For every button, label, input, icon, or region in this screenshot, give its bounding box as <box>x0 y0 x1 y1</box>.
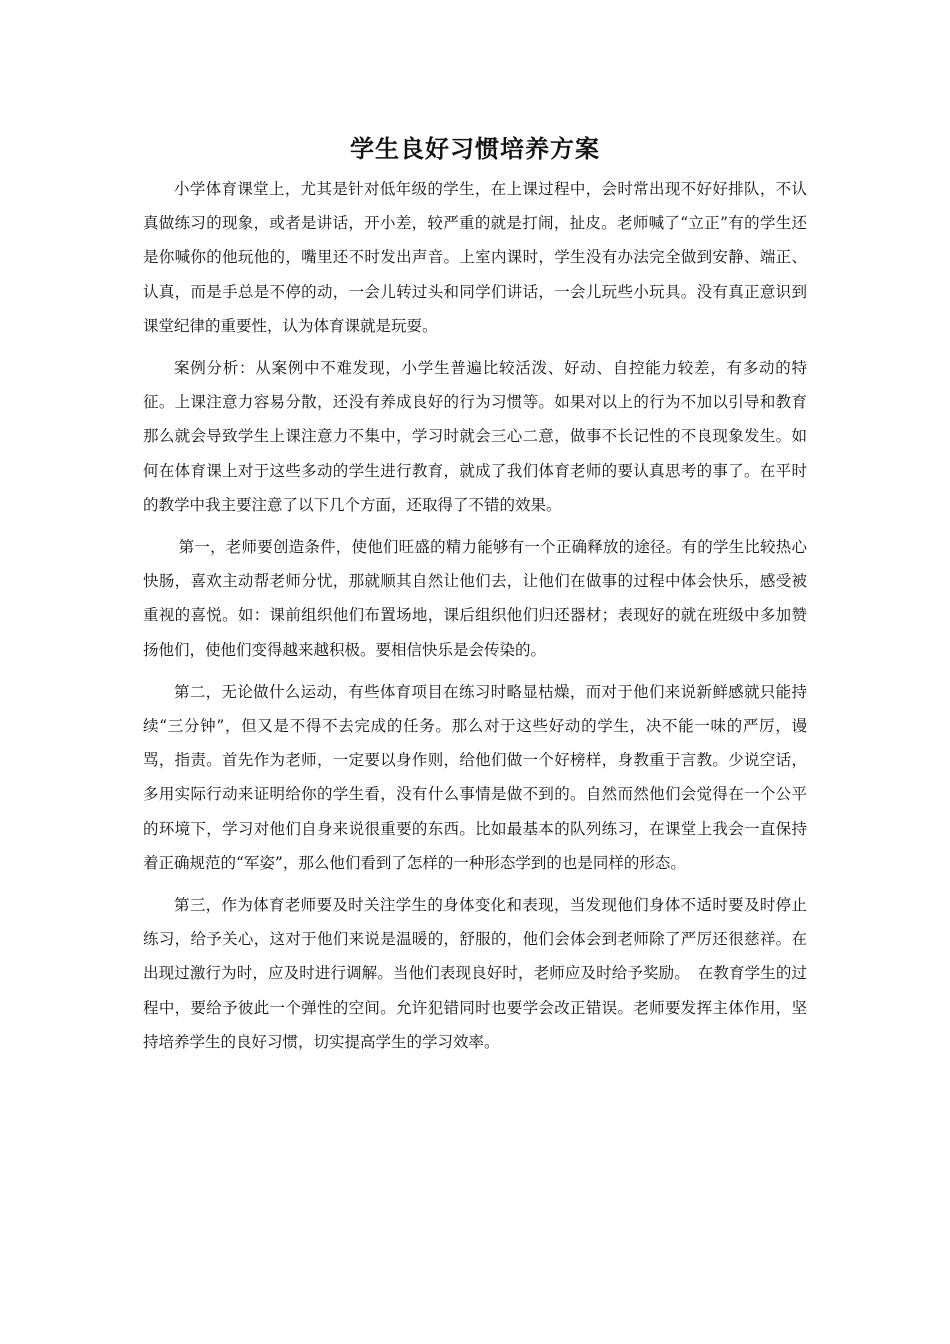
document-body <box>143 172 807 1067</box>
document-title: 学生良好习惯培养方案 <box>350 135 600 163</box>
paragraph-case-analysis: 案例分析：从案例中不难发现，小学生普遍比较活泼、好动、自控能力较差，有多动的特征。上课注意力容易分散，还没有养成良好的行为习惯等。如果对以上的行为不加以引导和教育那么就会导致学生上课注意力不集中，学习时就会三心二意，做事不长记性的不良现象发生。如何在体育课上对于这些多动的学生进行教育，就成了我们体育老师的要认真思考的事了。在平时的教学中我主要注意了以下几个方面，还取得了不错的效果。 <box>143 359 807 514</box>
paragraph-intro: 小学体育课堂上，尤其是针对低年级的学生，在上课过程中，会时常出现不好好排队，不认真做练习的现象，或者是讲话，开小差，较严重的就是打闹，扯皮。老师喊了“立正”有的学生还是你喊你的他玩他的，嘴里还不时发出声音。上室内课时，学生没有办法完全做到安静、端正、认真，而是手总是不停的动，一会儿转过头和同学们讲话，一会儿玩些小玩具。没有真正意识到课堂纪律的重要性，认为体育课就是玩耍。 <box>143 180 807 335</box>
paragraph-point-three: 第三，作为体育老师要及时关注学生的身体变化和表现，当发现他们身体不适时要及时停止练习，给予关心，这对于他们来说是温暖的，舒服的，他们会体会到老师除了严厉还很慈祥。在出现过激行为时，应及时进行调解。当他们表现良好时，老师应及时给予奖励。 在教育学生的过程中，要给予彼此一个弹性的空间。允许犯错同时也要学会改正错误。老师要发挥主体作用，坚持培养学生的良好习惯，切实提高学生的学习效率。 <box>143 896 807 1051</box>
paragraph-point-two: 第二，无论做什么运动，有些体育项目在练习时略显枯燥，而对于他们来说新鲜感就只能持续“三分钟”，但又是不得不去完成的任务。那么对于这些好动的学生，决不能一味的严厉，谩骂，指责。首先作为老师，一定要以身作则，给他们做一个好榜样，身教重于言教。少说空话，多用实际行动来证明给你的学生看，没有什么事情是做不到的。自然而然他们会觉得在一个公平的环境下，学习对他们自身来说很重要的东西。比如最基本的队列练习，在课堂上我会一直保持着正确规范的“军姿”，那么他们看到了怎样的一种形态学到的也是同样的形态。 <box>143 682 807 872</box>
paragraph-point-one: 第一，老师要创造条件，使他们旺盛的精力能够有一个正确释放的途径。有的学生比较热心快肠，喜欢主动帮老师分忧，那就顺其自然让他们去，让他们在做事的过程中体会快乐，感受被重视的喜悦。如：课前组织他们布置场地，课后组织他们归还器材；表现好的就在班级中多加赞扬他们，使他们变得越来越积极。要相信快乐是会传染的。 <box>143 538 807 659</box>
